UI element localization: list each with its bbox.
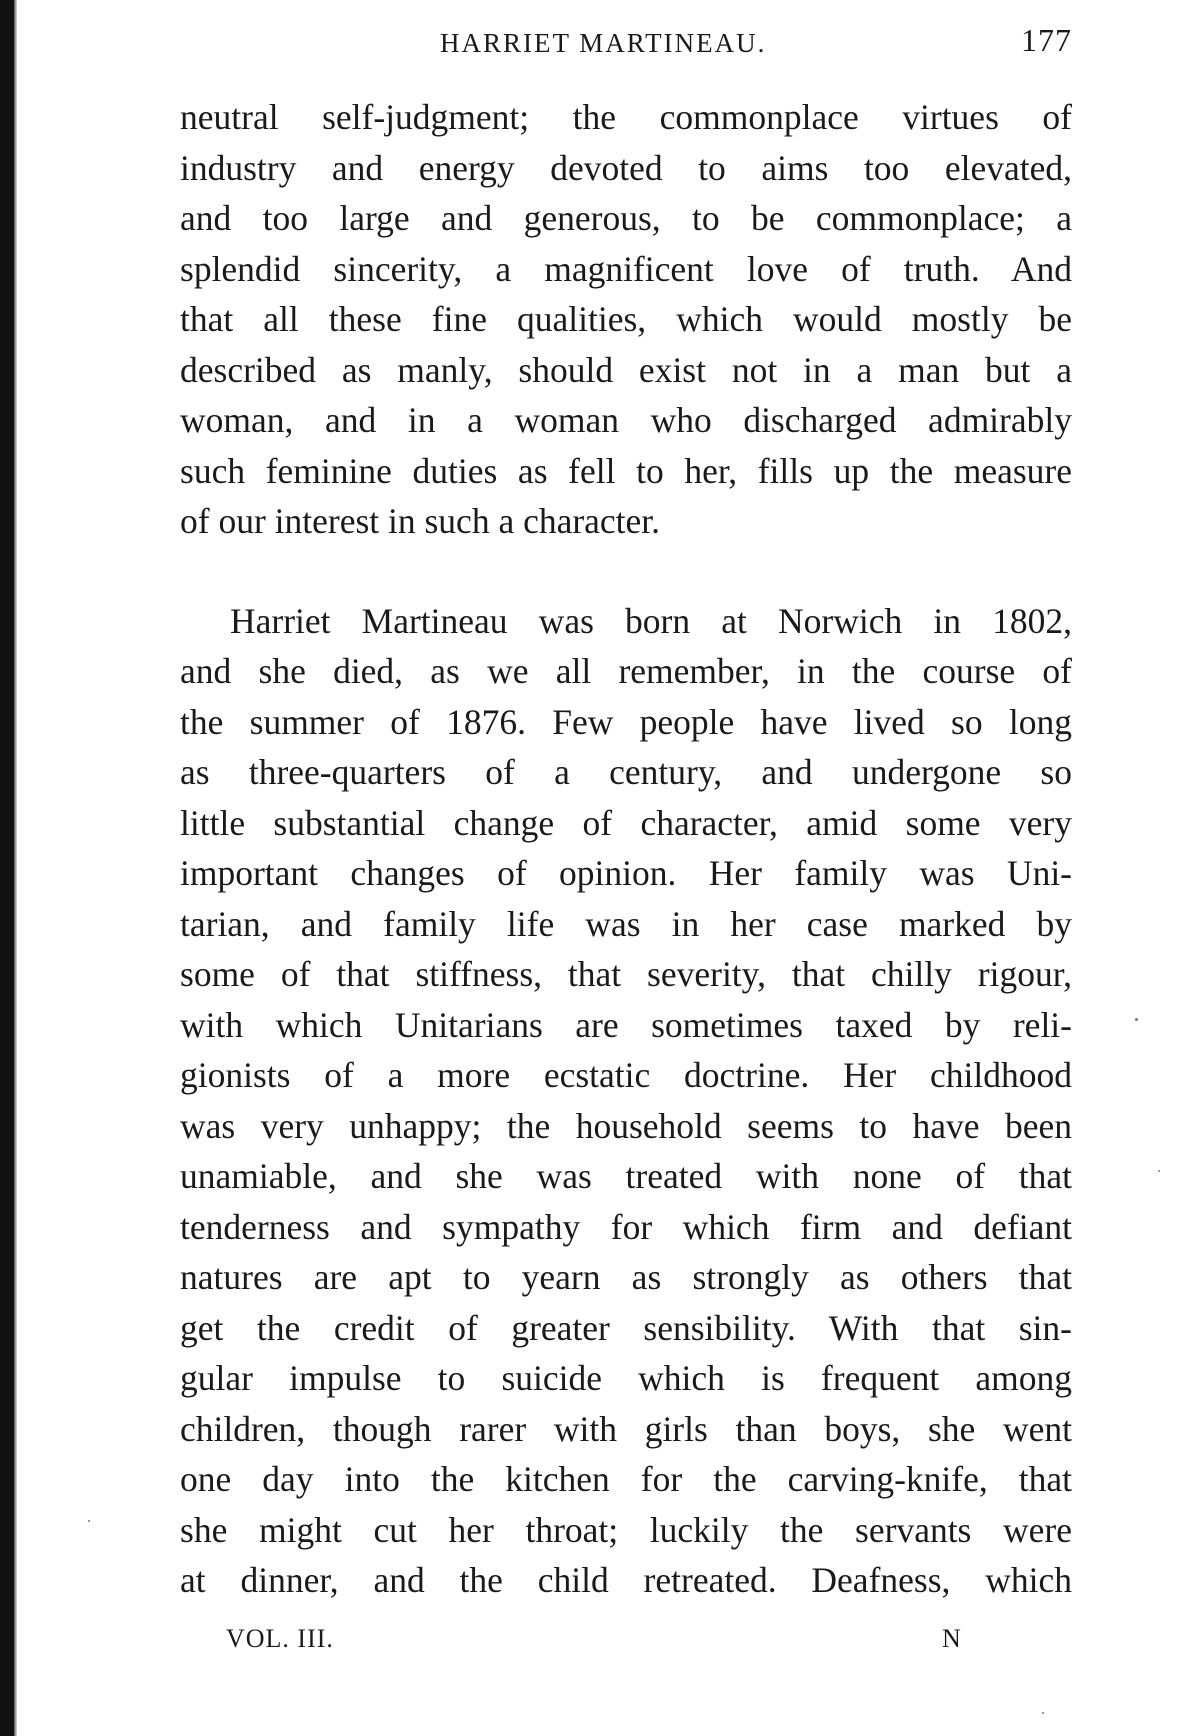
binding-gutter-edge [14,0,17,1736]
text-line: such feminine duties as fell to her, fills up the measure [180,450,1072,491]
text-line: was very unhappy; the household seems to have been [180,1105,1072,1146]
text-line: get the credit of greater sensibility. With that sin- [180,1307,1072,1348]
text-line: described as manly, should exist not in a man but a [180,349,1072,390]
text-line: as three-quarters of a century, and undergone so [180,752,1072,792]
text-line: and too large and generous, to be commonplace; a [180,198,1072,238]
text-line: children, though rarer with girls than boys, she went [180,1408,1072,1449]
text-line: at dinner, and the child retreated. Deafness, which [180,1560,1072,1600]
page-footer [180,1624,1072,1664]
paper-speck [1042,1712,1044,1714]
text-line: with which Unitarians are sometimes taxed by reli- [180,1004,1072,1045]
text-line: that all these fine qualities, which would mostly be [180,299,1072,339]
text-line: some of that stiffness, that severity, that chilly rigour, [180,954,1072,994]
text-line: little substantial change of character, amid some very [180,802,1072,843]
text-line: splendid sincerity, a magnificent love of truth. And [180,248,1072,289]
page-number: 177 [1021,22,1072,58]
paper-speck [1135,1018,1138,1021]
paper-speck [88,1520,90,1522]
text-line: gular impulse to suicide which is frequent among [180,1358,1072,1398]
text-line: gionists of a more ecstatic doctrine. Her childhood [180,1055,1072,1095]
text-line: woman, and in a woman who discharged admirably [180,400,1072,440]
text-line: tenderness and sympathy for which firm and defiant [180,1206,1072,1247]
binding-gutter [0,0,14,1736]
running-title: HARRIET MARTINEAU. [440,28,767,58]
text-line: industry and energy devoted to aims too elevated, [180,147,1072,188]
text-line: the summer of 1876. Few people have lived so long [180,701,1072,742]
paragraph-gap [180,547,1072,596]
volume-signature: VOL. III. [226,1624,334,1653]
text-line: unamiable, and she was treated with none of that [180,1156,1072,1196]
paragraph-1 [180,92,1072,547]
text-line: one day into the kitchen for the carving-knife, that [180,1459,1072,1499]
paper-speck [1158,1170,1160,1172]
text-line: important changes of opinion. Her family was Uni- [180,853,1072,893]
body-text [180,92,1072,1606]
paragraph-2 [180,596,1072,1606]
text-line: of our interest in such a character. [180,501,661,541]
text-line: she might cut her throat; luckily the servants were [180,1509,1072,1550]
text-line: natures are apt to yearn as strongly as others that [180,1257,1072,1297]
text-line: tarian, and family life was in her case marked by [180,903,1072,944]
text-line: and she died, as we all remember, in the course of [180,651,1072,691]
gathering-signature: N [942,1624,961,1653]
running-head [180,22,1072,62]
text-line: Harriet Martineau was born at Norwich in 1802, [230,600,1072,641]
text-line: neutral self-judgment; the commonplace virtues of [180,97,1072,137]
